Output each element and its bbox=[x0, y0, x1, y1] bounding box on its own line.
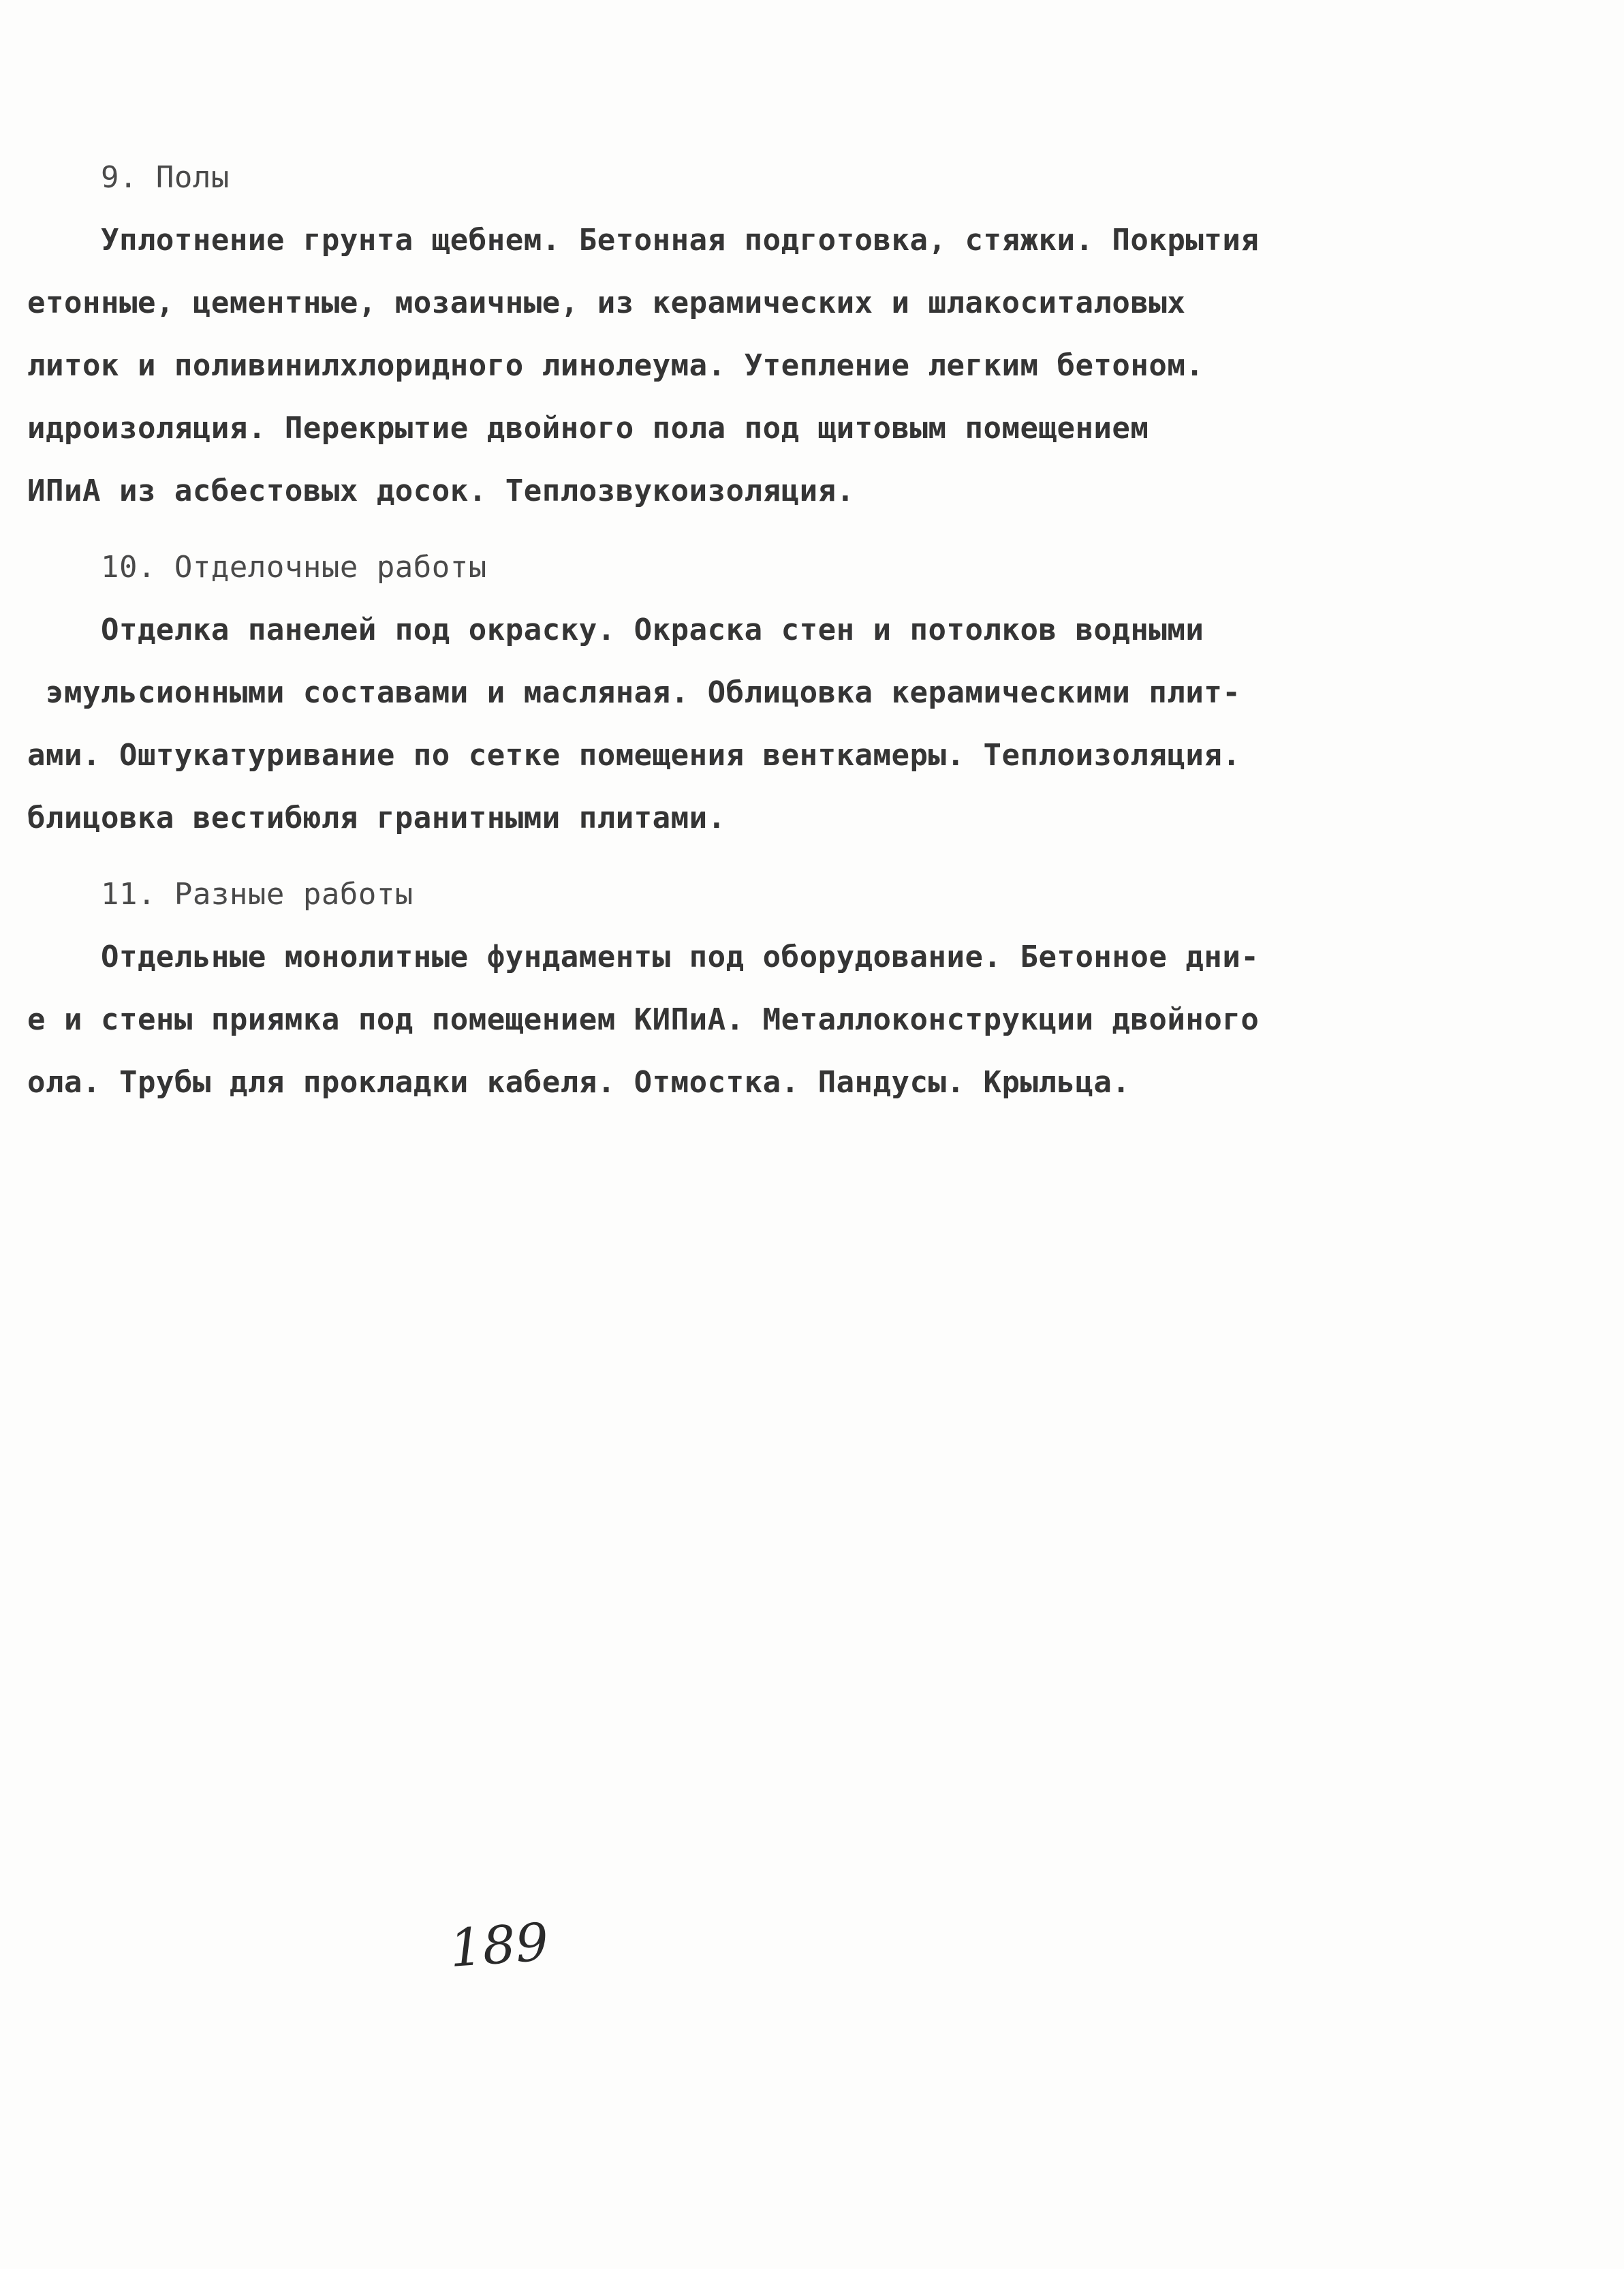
text-line: Отделка панелей под окраску. Окраска стен и потолков водными bbox=[27, 613, 1204, 647]
section-gap bbox=[27, 850, 1342, 863]
section-misc-works bbox=[27, 863, 1342, 1114]
section-floors bbox=[27, 146, 1342, 523]
section-heading: 10. Отделочные работы bbox=[27, 550, 487, 585]
text-line: ола. Трубы для прокладки кабеля. Отмостка. Пандусы. Крыльца. bbox=[27, 1065, 1131, 1100]
document-body bbox=[27, 146, 1342, 1114]
text-line: идроизоляция. Перекрытие двойного пола под щитовым помещением bbox=[27, 411, 1149, 446]
text-line: ами. Оштукатуривание по сетке помещения венткамеры. Теплоизоляция. bbox=[27, 738, 1241, 773]
text-line: литок и поливинилхлоридного линолеума. Утепление легким бетоном. bbox=[27, 348, 1204, 383]
section-gap bbox=[27, 523, 1342, 536]
text-line: Уплотнение грунта щебнем. Бетонная подготовка, стяжки. Покрытия bbox=[27, 223, 1260, 258]
text-line: ИПиА из асбестовых досок. Теплозвукоизоляция. bbox=[27, 474, 855, 508]
text-line: е и стены приямка под помещением КИПиА. Металлоконструкции двойного bbox=[27, 1002, 1260, 1037]
section-finishing-works bbox=[27, 536, 1342, 850]
text-line: Отдельные монолитные фундаменты под оборудование. Бетонное дни- bbox=[27, 940, 1260, 974]
text-line: эмульсионными составами и масляная. Облицовка керамическими плит- bbox=[27, 675, 1241, 710]
page-number: 189 bbox=[448, 1911, 550, 1979]
text-line: блицовка вестибюля гранитными плитами. bbox=[27, 801, 726, 835]
section-heading: 11. Разные работы bbox=[27, 877, 413, 912]
section-heading: 9. Полы bbox=[27, 160, 230, 195]
text-line: етонные, цементные, мозаичные, из керамических и шлакоситаловых bbox=[27, 285, 1186, 320]
